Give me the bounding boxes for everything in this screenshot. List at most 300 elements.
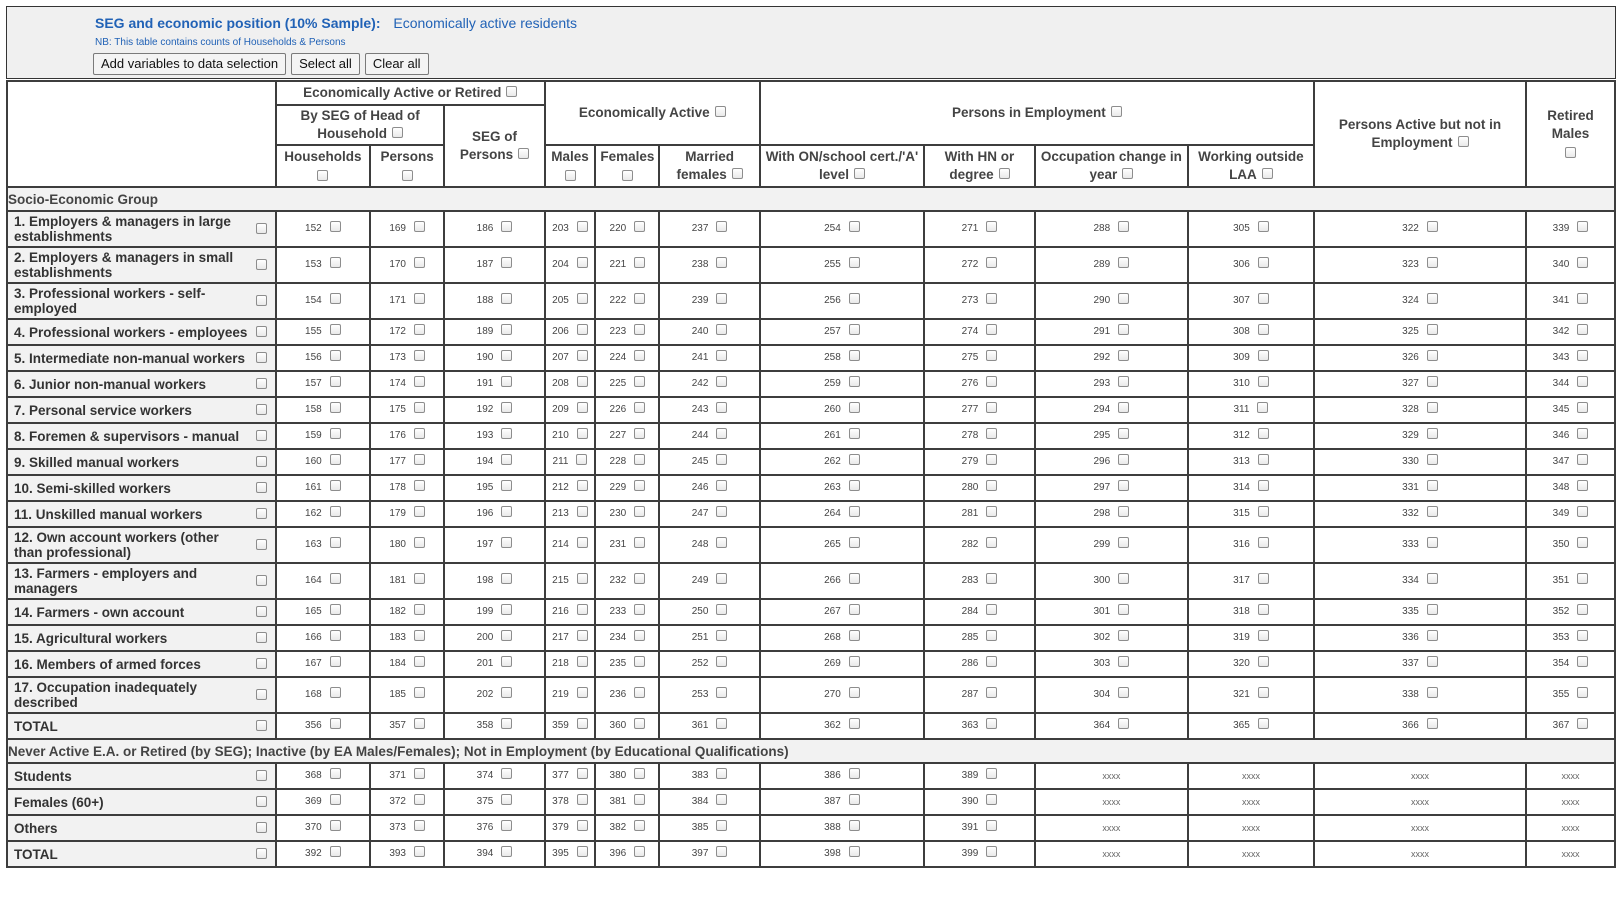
row-checkbox[interactable] xyxy=(256,658,267,669)
cell-checkbox[interactable] xyxy=(1258,293,1269,304)
cell-checkbox[interactable] xyxy=(501,257,512,268)
cell-checkbox[interactable] xyxy=(634,506,645,517)
cell-checkbox[interactable] xyxy=(501,820,512,831)
row-checkbox[interactable] xyxy=(256,456,267,467)
cell-checkbox[interactable] xyxy=(1258,718,1269,729)
cell-checkbox[interactable] xyxy=(986,820,997,831)
cell-checkbox[interactable] xyxy=(1577,428,1588,439)
cell-checkbox[interactable] xyxy=(1118,480,1129,491)
table-cell xyxy=(1188,345,1314,371)
table-cell xyxy=(1035,211,1188,247)
cell-checkbox[interactable] xyxy=(1577,718,1588,729)
cell-checkbox[interactable] xyxy=(849,768,860,779)
cell-checkbox[interactable] xyxy=(1258,656,1269,667)
cell-checkbox[interactable] xyxy=(414,573,425,584)
cell-checkbox[interactable] xyxy=(501,687,512,698)
cell-checkbox[interactable] xyxy=(716,656,727,667)
add-variables-button[interactable]: Add variables to data selection xyxy=(93,53,286,75)
cell-checkbox[interactable] xyxy=(330,537,341,548)
cell-checkbox[interactable] xyxy=(1577,350,1588,361)
cell-checkbox[interactable] xyxy=(577,820,588,831)
cell-checkbox[interactable] xyxy=(414,257,425,268)
cell-checkbox[interactable] xyxy=(1258,537,1269,548)
cell-checkbox[interactable] xyxy=(1577,324,1588,335)
cell-checkbox[interactable] xyxy=(1427,324,1438,335)
cell-checkbox[interactable] xyxy=(576,454,587,465)
cell-checkbox[interactable] xyxy=(849,604,860,615)
cell-checkbox[interactable] xyxy=(986,293,997,304)
cell-checkbox[interactable] xyxy=(577,537,588,548)
cell-checkbox[interactable] xyxy=(1427,293,1438,304)
cell-checkbox[interactable] xyxy=(1577,402,1588,413)
cell-checkbox[interactable] xyxy=(1577,221,1588,232)
cell-checkbox[interactable] xyxy=(1257,402,1268,413)
cell-checkbox[interactable] xyxy=(414,794,425,805)
cell-checkbox[interactable] xyxy=(986,768,997,779)
cell-checkbox[interactable] xyxy=(716,402,727,413)
cell-checkbox[interactable] xyxy=(330,573,341,584)
cell-checkbox[interactable] xyxy=(1118,257,1129,268)
cell-checkbox[interactable] xyxy=(577,324,588,335)
cell-checkbox[interactable] xyxy=(330,820,341,831)
cell-checkbox[interactable] xyxy=(414,846,425,857)
cell-checkbox[interactable] xyxy=(1118,221,1129,232)
cell-checkbox[interactable] xyxy=(1118,687,1129,698)
header-checkbox[interactable] xyxy=(854,168,865,179)
cell-checkbox[interactable] xyxy=(1577,687,1588,698)
header-checkbox[interactable] xyxy=(518,148,529,159)
cell-value: 357 xyxy=(389,720,406,732)
row-checkbox[interactable] xyxy=(256,508,267,519)
cell-checkbox[interactable] xyxy=(501,221,512,232)
cell-checkbox[interactable] xyxy=(414,768,425,779)
cell-checkbox[interactable] xyxy=(849,687,860,698)
header-checkbox[interactable] xyxy=(1262,168,1273,179)
cell-checkbox[interactable] xyxy=(1427,350,1438,361)
table-cell xyxy=(1188,763,1314,789)
row-checkbox[interactable] xyxy=(256,223,267,234)
cell-checkbox[interactable] xyxy=(634,794,645,805)
cell-checkbox[interactable] xyxy=(577,221,588,232)
cell-checkbox[interactable] xyxy=(716,376,727,387)
cell-checkbox[interactable] xyxy=(1118,402,1129,413)
cell-checkbox[interactable] xyxy=(634,718,645,729)
cell-checkbox[interactable] xyxy=(634,402,645,413)
cell-checkbox[interactable] xyxy=(330,480,341,491)
select-all-button[interactable]: Select all xyxy=(291,53,360,75)
cell-checkbox[interactable] xyxy=(716,604,727,615)
cell-checkbox[interactable] xyxy=(849,718,860,729)
cell-checkbox[interactable] xyxy=(1577,656,1588,667)
cell-checkbox[interactable] xyxy=(716,820,727,831)
table-cell xyxy=(1526,501,1615,527)
cell-checkbox[interactable] xyxy=(849,376,860,387)
cell-checkbox[interactable] xyxy=(634,293,645,304)
cell-checkbox[interactable] xyxy=(1427,257,1438,268)
cell-checkbox[interactable] xyxy=(1258,687,1269,698)
cell-checkbox[interactable] xyxy=(414,324,425,335)
cell-checkbox[interactable] xyxy=(330,293,341,304)
cell-checkbox[interactable] xyxy=(849,257,860,268)
cell-checkbox[interactable] xyxy=(330,604,341,615)
header-checkbox[interactable] xyxy=(1565,147,1576,158)
cell-checkbox[interactable] xyxy=(414,454,425,465)
cell-checkbox[interactable] xyxy=(330,630,341,641)
cell-checkbox[interactable] xyxy=(414,350,425,361)
cell-checkbox[interactable] xyxy=(501,846,512,857)
cell-checkbox[interactable] xyxy=(634,687,645,698)
cell-checkbox[interactable] xyxy=(986,604,997,615)
row-checkbox[interactable] xyxy=(256,848,267,859)
cell-checkbox[interactable] xyxy=(986,402,997,413)
cell-checkbox[interactable] xyxy=(1427,687,1438,698)
cell-checkbox[interactable] xyxy=(986,846,997,857)
cell-checkbox[interactable] xyxy=(1118,656,1129,667)
cell-checkbox[interactable] xyxy=(716,454,727,465)
row-checkbox[interactable] xyxy=(256,770,267,781)
cell-checkbox[interactable] xyxy=(501,350,512,361)
cell-checkbox[interactable] xyxy=(1118,604,1129,615)
header-checkbox[interactable] xyxy=(1122,168,1133,179)
cell-checkbox[interactable] xyxy=(986,506,997,517)
cell-checkbox[interactable] xyxy=(577,293,588,304)
cell-checkbox[interactable] xyxy=(1427,630,1438,641)
cell-checkbox[interactable] xyxy=(716,257,727,268)
cell-checkbox[interactable] xyxy=(330,350,341,361)
cell-checkbox[interactable] xyxy=(634,846,645,857)
cell-checkbox[interactable] xyxy=(986,656,997,667)
cell-checkbox[interactable] xyxy=(1118,573,1129,584)
cell-checkbox[interactable] xyxy=(986,257,997,268)
cell-checkbox[interactable] xyxy=(1427,480,1438,491)
cell-checkbox[interactable] xyxy=(1577,537,1588,548)
cell-checkbox[interactable] xyxy=(1577,293,1588,304)
cell-checkbox[interactable] xyxy=(501,428,512,439)
cell-checkbox[interactable] xyxy=(577,257,588,268)
cell-checkbox[interactable] xyxy=(849,221,860,232)
cell-checkbox[interactable] xyxy=(849,820,860,831)
cell-checkbox[interactable] xyxy=(1118,350,1129,361)
row-checkbox[interactable] xyxy=(256,352,267,363)
row-checkbox[interactable] xyxy=(256,539,267,550)
cell-checkbox[interactable] xyxy=(1118,293,1129,304)
cell-checkbox[interactable] xyxy=(986,350,997,361)
cell-checkbox[interactable] xyxy=(1258,454,1269,465)
cell-checkbox[interactable] xyxy=(634,257,645,268)
cell-checkbox[interactable] xyxy=(1118,376,1129,387)
header-checkbox[interactable] xyxy=(317,170,328,181)
row-checkbox[interactable] xyxy=(256,404,267,415)
cell-checkbox[interactable] xyxy=(849,293,860,304)
cell-checkbox[interactable] xyxy=(1427,656,1438,667)
cell-checkbox[interactable] xyxy=(414,718,425,729)
cell-checkbox[interactable] xyxy=(414,630,425,641)
row-checkbox[interactable] xyxy=(256,430,267,441)
cell-checkbox[interactable] xyxy=(986,376,997,387)
cell-checkbox[interactable] xyxy=(1258,506,1269,517)
cell-checkbox[interactable] xyxy=(1427,537,1438,548)
cell-checkbox[interactable] xyxy=(634,820,645,831)
cell-checkbox[interactable] xyxy=(1427,402,1438,413)
cell-checkbox[interactable] xyxy=(716,768,727,779)
cell-checkbox[interactable] xyxy=(1427,573,1438,584)
row-checkbox[interactable] xyxy=(256,575,267,586)
cell-checkbox[interactable] xyxy=(1258,221,1269,232)
cell-checkbox[interactable] xyxy=(414,687,425,698)
cell-checkbox[interactable] xyxy=(1258,630,1269,641)
cell-checkbox[interactable] xyxy=(330,687,341,698)
header-checkbox[interactable] xyxy=(506,86,517,97)
cell-checkbox[interactable] xyxy=(501,656,512,667)
cell-checkbox[interactable] xyxy=(716,293,727,304)
cell-checkbox[interactable] xyxy=(716,718,727,729)
cell-checkbox[interactable] xyxy=(634,537,645,548)
cell-checkbox[interactable] xyxy=(330,506,341,517)
cell-checkbox[interactable] xyxy=(501,573,512,584)
cell-checkbox[interactable] xyxy=(1427,428,1438,439)
cell-checkbox[interactable] xyxy=(1118,718,1129,729)
cell-checkbox[interactable] xyxy=(716,794,727,805)
cell-checkbox[interactable] xyxy=(501,630,512,641)
header-checkbox[interactable] xyxy=(392,127,403,138)
cell-checkbox[interactable] xyxy=(986,480,997,491)
row-checkbox[interactable] xyxy=(256,378,267,389)
header-checkbox[interactable] xyxy=(565,170,576,181)
header-checkbox[interactable] xyxy=(715,106,726,117)
cell-checkbox[interactable] xyxy=(1427,604,1438,615)
cell-checkbox[interactable] xyxy=(986,687,997,698)
cell-checkbox[interactable] xyxy=(1118,454,1129,465)
row-checkbox[interactable] xyxy=(256,326,267,337)
cell-checkbox[interactable] xyxy=(577,402,588,413)
cell-checkbox[interactable] xyxy=(1118,324,1129,335)
cell-checkbox[interactable] xyxy=(986,324,997,335)
header-checkbox[interactable] xyxy=(999,168,1010,179)
cell-checkbox[interactable] xyxy=(414,480,425,491)
cell-checkbox[interactable] xyxy=(1258,350,1269,361)
cell-checkbox[interactable] xyxy=(501,376,512,387)
cell-checkbox[interactable] xyxy=(716,537,727,548)
cell-checkbox[interactable] xyxy=(330,221,341,232)
cell-checkbox[interactable] xyxy=(1427,718,1438,729)
cell-checkbox[interactable] xyxy=(414,537,425,548)
cell-checkbox[interactable] xyxy=(501,794,512,805)
row-checkbox[interactable] xyxy=(256,295,267,306)
row-checkbox[interactable] xyxy=(256,720,267,731)
header-checkbox[interactable] xyxy=(732,168,743,179)
cell-checkbox[interactable] xyxy=(849,573,860,584)
cell-checkbox[interactable] xyxy=(986,630,997,641)
cell-checkbox[interactable] xyxy=(634,604,645,615)
cell-checkbox[interactable] xyxy=(1577,630,1588,641)
header-checkbox[interactable] xyxy=(1458,136,1469,147)
cell-checkbox[interactable] xyxy=(634,221,645,232)
cell-checkbox[interactable] xyxy=(849,324,860,335)
row-checkbox[interactable] xyxy=(256,606,267,617)
cell-checkbox[interactable] xyxy=(1427,221,1438,232)
cell-checkbox[interactable] xyxy=(577,794,588,805)
cell-checkbox[interactable] xyxy=(1577,376,1588,387)
row-checkbox[interactable] xyxy=(256,796,267,807)
cell-checkbox[interactable] xyxy=(634,428,645,439)
cell-checkbox[interactable] xyxy=(1577,454,1588,465)
cell-checkbox[interactable] xyxy=(716,846,727,857)
cell-checkbox[interactable] xyxy=(1118,428,1129,439)
cell-checkbox[interactable] xyxy=(501,454,512,465)
cell-checkbox[interactable] xyxy=(986,718,997,729)
header-checkbox[interactable] xyxy=(1111,106,1122,117)
cell-checkbox[interactable] xyxy=(716,573,727,584)
cell-checkbox[interactable] xyxy=(986,221,997,232)
cell-checkbox[interactable] xyxy=(716,687,727,698)
table-cell xyxy=(276,625,370,651)
cell-checkbox[interactable] xyxy=(849,454,860,465)
cell-checkbox[interactable] xyxy=(1258,604,1269,615)
cell-checkbox[interactable] xyxy=(1118,537,1129,548)
cell-checkbox[interactable] xyxy=(849,846,860,857)
cell-checkbox[interactable] xyxy=(986,794,997,805)
cell-checkbox[interactable] xyxy=(414,221,425,232)
cell-checkbox[interactable] xyxy=(577,846,588,857)
cell-checkbox[interactable] xyxy=(577,376,588,387)
cell-checkbox[interactable] xyxy=(1258,480,1269,491)
cell-checkbox[interactable] xyxy=(501,324,512,335)
cell-checkbox[interactable] xyxy=(414,428,425,439)
cell-checkbox[interactable] xyxy=(634,630,645,641)
cell-checkbox[interactable] xyxy=(577,480,588,491)
cell-checkbox[interactable] xyxy=(716,506,727,517)
cell-checkbox[interactable] xyxy=(330,402,341,413)
cell-checkbox[interactable] xyxy=(1577,257,1588,268)
cell-checkbox[interactable] xyxy=(634,656,645,667)
cell-checkbox[interactable] xyxy=(634,324,645,335)
cell-checkbox[interactable] xyxy=(716,221,727,232)
cell-checkbox[interactable] xyxy=(577,656,588,667)
cell-checkbox[interactable] xyxy=(330,324,341,335)
cell-checkbox[interactable] xyxy=(1577,480,1588,491)
cell-checkbox[interactable] xyxy=(577,718,588,729)
cell-checkbox[interactable] xyxy=(577,604,588,615)
cell-checkbox[interactable] xyxy=(501,768,512,779)
row-checkbox[interactable] xyxy=(256,632,267,643)
cell-checkbox[interactable] xyxy=(501,480,512,491)
cell-checkbox[interactable] xyxy=(1427,376,1438,387)
row-checkbox[interactable] xyxy=(256,259,267,270)
cell-checkbox[interactable] xyxy=(501,506,512,517)
cell-checkbox[interactable] xyxy=(849,794,860,805)
cell-checkbox[interactable] xyxy=(414,656,425,667)
cell-checkbox[interactable] xyxy=(1258,324,1269,335)
row-checkbox[interactable] xyxy=(256,689,267,700)
cell-checkbox[interactable] xyxy=(849,428,860,439)
cell-checkbox[interactable] xyxy=(986,428,997,439)
cell-checkbox[interactable] xyxy=(849,350,860,361)
cell-checkbox[interactable] xyxy=(414,604,425,615)
cell-checkbox[interactable] xyxy=(501,604,512,615)
cell-checkbox[interactable] xyxy=(986,454,997,465)
cell-checkbox[interactable] xyxy=(716,350,727,361)
cell-checkbox[interactable] xyxy=(1427,454,1438,465)
header-checkbox[interactable] xyxy=(622,170,633,181)
cell-checkbox[interactable] xyxy=(577,687,588,698)
cell-checkbox[interactable] xyxy=(849,402,860,413)
table-cell xyxy=(1188,841,1314,867)
cell-checkbox[interactable] xyxy=(849,506,860,517)
cell-checkbox[interactable] xyxy=(1118,630,1129,641)
cell-checkbox[interactable] xyxy=(414,376,425,387)
cell-checkbox[interactable] xyxy=(1258,573,1269,584)
table-cell xyxy=(595,247,659,283)
cell-checkbox[interactable] xyxy=(849,630,860,641)
cell-checkbox[interactable] xyxy=(577,630,588,641)
cell-checkbox[interactable] xyxy=(330,656,341,667)
header-checkbox[interactable] xyxy=(402,170,413,181)
cell-checkbox[interactable] xyxy=(849,537,860,548)
cell-checkbox[interactable] xyxy=(634,350,645,361)
cell-checkbox[interactable] xyxy=(716,324,727,335)
header-economically-active xyxy=(545,81,760,145)
cell-checkbox[interactable] xyxy=(634,454,645,465)
cell-checkbox[interactable] xyxy=(1258,428,1269,439)
cell-checkbox[interactable] xyxy=(986,537,997,548)
cell-checkbox[interactable] xyxy=(1258,376,1269,387)
cell-checkbox[interactable] xyxy=(330,257,341,268)
cell-checkbox[interactable] xyxy=(577,573,588,584)
cell-checkbox[interactable] xyxy=(501,293,512,304)
cell-checkbox[interactable] xyxy=(577,350,588,361)
row-checkbox[interactable] xyxy=(256,482,267,493)
cell-checkbox[interactable] xyxy=(577,768,588,779)
cell-checkbox[interactable] xyxy=(330,454,341,465)
cell-checkbox[interactable] xyxy=(849,480,860,491)
cell-checkbox[interactable] xyxy=(501,402,512,413)
cell-checkbox[interactable] xyxy=(986,573,997,584)
cell-checkbox[interactable] xyxy=(330,718,341,729)
clear-all-button[interactable]: Clear all xyxy=(365,53,429,75)
cell-checkbox[interactable] xyxy=(330,794,341,805)
cell-checkbox[interactable] xyxy=(634,768,645,779)
cell-value: 300 xyxy=(1093,575,1111,587)
row-checkbox[interactable] xyxy=(256,822,267,833)
cell-checkbox[interactable] xyxy=(716,630,727,641)
cell-checkbox[interactable] xyxy=(716,480,727,491)
cell-checkbox[interactable] xyxy=(414,506,425,517)
cell-checkbox[interactable] xyxy=(330,428,341,439)
cell-checkbox[interactable] xyxy=(1258,257,1269,268)
cell-checkbox[interactable] xyxy=(634,480,645,491)
cell-checkbox[interactable] xyxy=(414,293,425,304)
table-title: SEG and economic position (10% Sample): xyxy=(95,15,381,31)
cell-checkbox[interactable] xyxy=(501,718,512,729)
cell-checkbox[interactable] xyxy=(849,656,860,667)
cell-checkbox[interactable] xyxy=(634,376,645,387)
cell-checkbox[interactable] xyxy=(330,376,341,387)
cell-checkbox[interactable] xyxy=(1427,506,1438,517)
cell-checkbox[interactable] xyxy=(577,506,588,517)
cell-checkbox[interactable] xyxy=(330,768,341,779)
cell-checkbox[interactable] xyxy=(1118,506,1129,517)
cell-checkbox[interactable] xyxy=(501,537,512,548)
cell-checkbox[interactable] xyxy=(1577,573,1588,584)
cell-checkbox[interactable] xyxy=(1577,604,1588,615)
cell-checkbox[interactable] xyxy=(414,820,425,831)
cell-checkbox[interactable] xyxy=(716,428,727,439)
cell-checkbox[interactable] xyxy=(330,846,341,857)
cell-checkbox[interactable] xyxy=(577,428,588,439)
cell-checkbox[interactable] xyxy=(414,402,425,413)
cell-checkbox[interactable] xyxy=(634,573,645,584)
cell-checkbox[interactable] xyxy=(1577,506,1588,517)
